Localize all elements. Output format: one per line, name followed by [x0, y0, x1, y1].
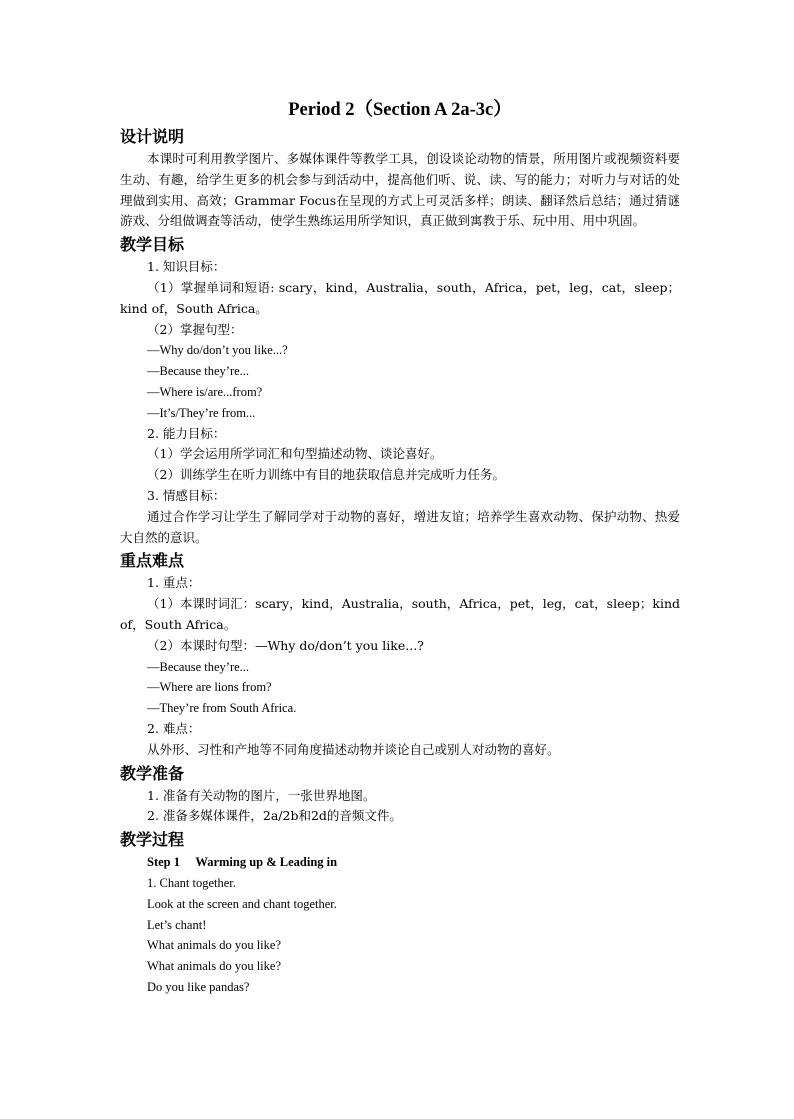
goals-line-12: 通过合作学习让学生了解同学对于动物的喜好，增进友谊；培养学生喜欢动物、保护动物、热爱大自然的意识。 — [120, 508, 680, 545]
keypoints-line-6: —They’re from South Africa. — [147, 701, 297, 716]
prep-line-1: 1. 准备有关动物的图片，一张世界地图。 — [147, 787, 376, 803]
process-line-4: What animals do you like? — [147, 938, 281, 953]
goals-line-10: （2）训练学生在听力训练中有目的地获取信息并完成听力任务。 — [147, 467, 505, 483]
goals-line-7: —It’s/They’re from... — [147, 405, 256, 420]
keypoints-line-1: 1. 重点： — [147, 575, 201, 591]
process-line-1: 1. Chant together. — [147, 875, 236, 890]
goals-line-4: —Why do/don’t you like...? — [147, 343, 288, 358]
goals-line-1: 1. 知识目标： — [147, 259, 226, 275]
heading-design: 设计说明 — [120, 127, 185, 146]
prep-line-2: 2. 准备多媒体课件，2a/2b和2d的音频文件。 — [147, 808, 402, 824]
process-line-5: What animals do you like? — [147, 959, 281, 974]
process-line-6: Do you like pandas? — [147, 979, 250, 994]
document-page — [120, 96, 680, 998]
goals-line-9: （1）学会运用所学词汇和句型描述动物、谈论喜好。 — [147, 446, 443, 462]
document-title: Period 2（Section A 2a-3c） — [288, 100, 512, 120]
keypoints-line-5: —Where are lions from? — [147, 680, 272, 695]
keypoints-line-8: 从外形、习性和产地等不同角度描述动物并谈论自己或别人对动物的喜好。 — [147, 741, 560, 757]
goals-line-8: 2. 能力目标： — [147, 425, 226, 441]
keypoints-line-3: （2）本课时句型：—Why do/don’t you like...? — [147, 637, 424, 653]
goals-line-11: 3. 情感目标： — [147, 487, 226, 503]
heading-keypoints: 重点难点 — [120, 551, 185, 571]
goals-line-5: —Because they’re... — [147, 364, 250, 379]
heading-process: 教学过程 — [120, 830, 185, 850]
goals-line-3: （2）掌握句型： — [147, 321, 243, 337]
process-line-3: Let’s chant! — [147, 917, 207, 932]
goals-line-2: （1）掌握单词和短语: scary，kind，Australia，south，Africa，pet，leg，cat，sleep；kind of，South Africa。 — [120, 279, 680, 316]
keypoints-line-4: —Because they’re... — [147, 659, 250, 674]
process-line-2: Look at the screen and chant together. — [147, 896, 337, 911]
design-paragraph: 本课时可利用教学图片、多媒体课件等教学工具，创设谈论动物的情景，所用图片或视频资料要生动、有趣，给学生更多的机会参与到活动中，提高他们听、说、读、写的能力；对听力与对话的处理做到实用、高效；Grammar Focus在呈现的方式上可灵活多样；朗读、翻译然后总结；通过猜谜游戏、分组做调查等活动，使学生熟练运用所学知识，真正做到寓教于乐、玩中用、用中巩固。 — [120, 151, 680, 229]
heading-prep: 教学准备 — [120, 763, 185, 783]
heading-goals: 教学目标 — [120, 235, 185, 255]
keypoints-line-2: （1）本课时词汇：scary，kind，Australia，south，Africa，pet，leg，cat，sleep；kind of，South Africa。 — [120, 596, 680, 632]
process-step-1: Step 1 Warming up & Leading in — [147, 855, 338, 870]
goals-line-6: —Where is/are...from? — [147, 384, 263, 399]
keypoints-line-7: 2. 难点： — [147, 720, 201, 736]
